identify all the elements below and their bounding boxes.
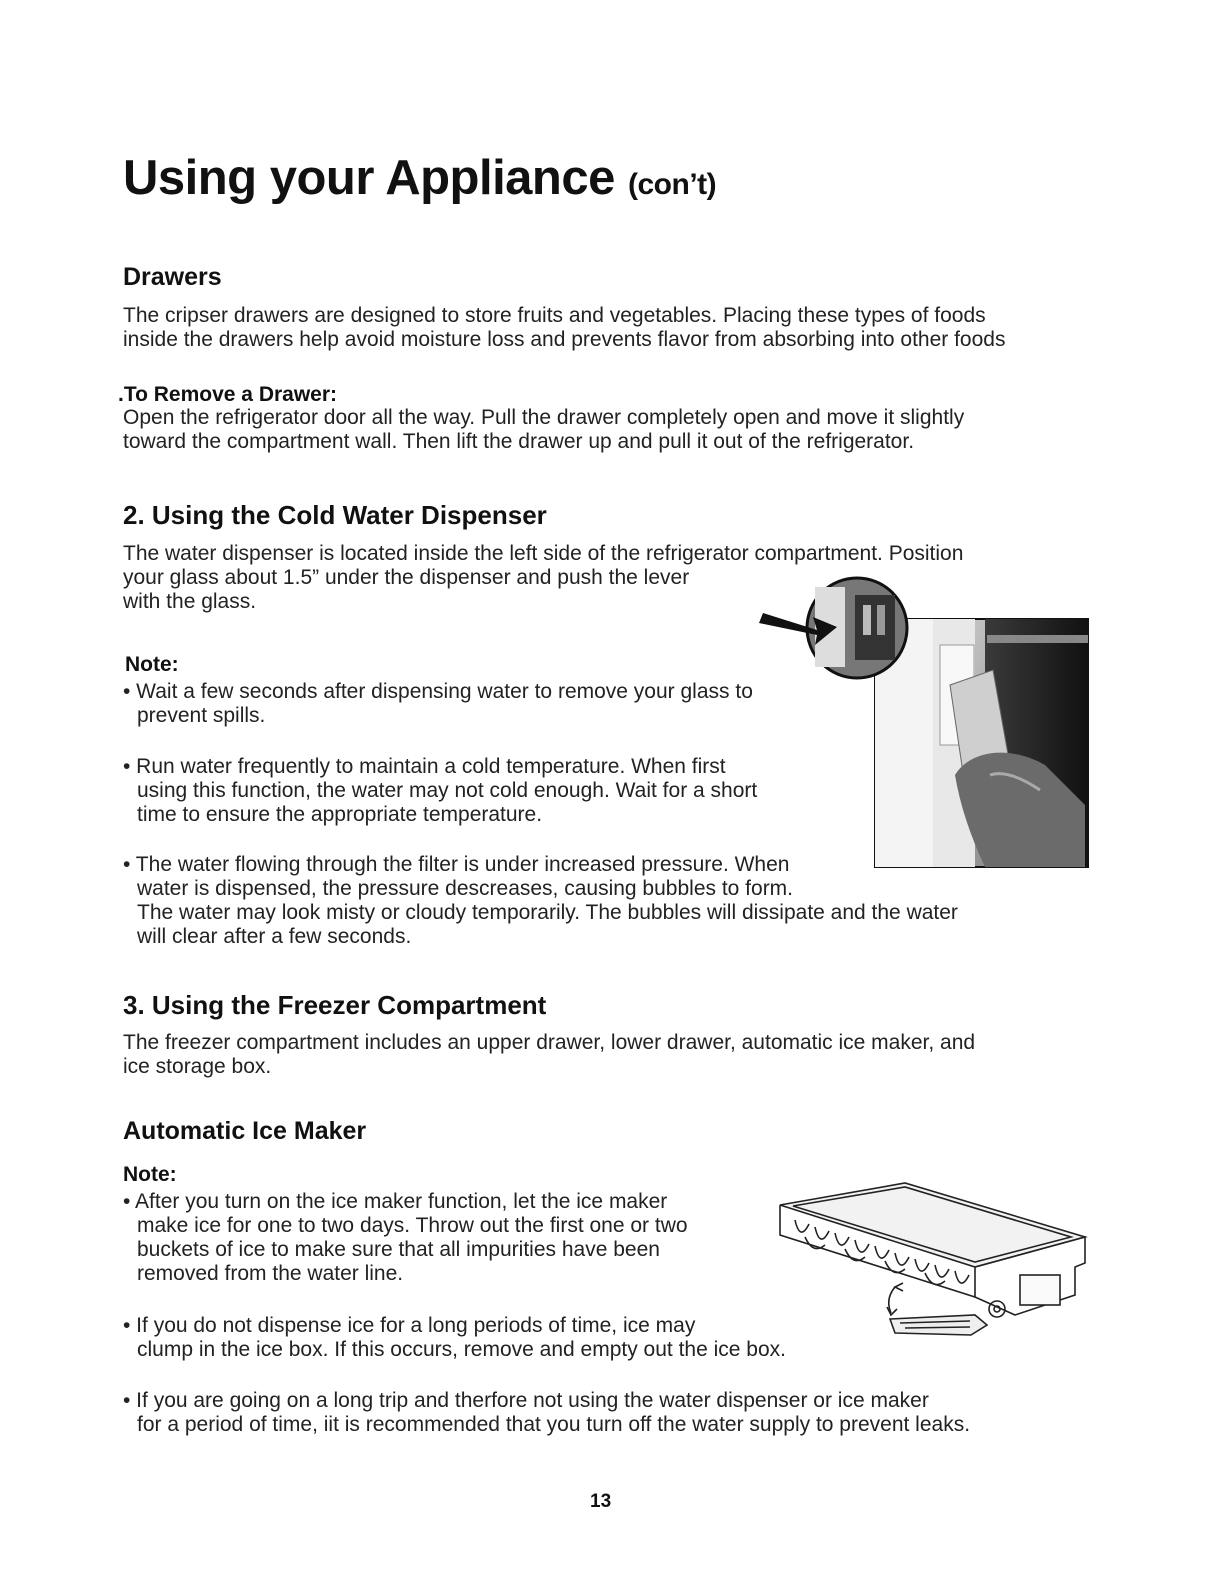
water-line: The water dispenser is located inside the left side of the refrigerator compartment. Position [123,542,964,565]
water-note-bullet [123,755,757,827]
drawers-paragraph [123,304,1005,352]
water-note-label: Note: [125,653,179,676]
bullet-line: The water may look misty or cloudy temporarily. The bubbles will dissipate and the water [137,901,958,924]
bullet-line: water is dispensed, the pressure descreases, causing bubbles to form. [137,877,794,900]
bullet-line: clump in the ice box. If this occurs, remove and empty out the ice box. [137,1338,786,1361]
remove-drawer-heading: .To Remove a Drawer: [118,383,338,406]
bullet-line: buckets of ice to make sure that all impurities have been [137,1238,660,1261]
page-title [123,150,716,206]
bullet-line: • After you turn on the ice maker function, let the ice maker [123,1190,668,1213]
icemaker-note-bullet [123,1389,970,1437]
icemaker-heading: Automatic Ice Maker [123,1117,367,1145]
icemaker-note-bullet [123,1190,688,1286]
icemaker-note-bullet [123,1314,786,1362]
bullet-line: for a period of time, iit is recommended that you turn off the water supply to prevent leaks. [137,1413,971,1436]
water-dispenser-heading: 2. Using the Cold Water Dispenser [123,500,547,530]
bullet-line: • Run water frequently to maintain a cold temperature. When first [123,755,726,778]
page-title-sub: (con’t) [628,168,717,201]
bullet-line: removed from the water line. [137,1262,404,1285]
bullet-line: • Wait a few seconds after dispensing water to remove your glass to [123,680,753,703]
bullet-line: make ice for one to two days. Throw out the first one or two [137,1214,688,1237]
page-title-main: Using your Appliance [123,151,615,205]
remove-drawer-line: Open the refrigerator door all the way. Pull the drawer completely open and move it slightly [123,406,965,429]
bullet-line: • The water flowing through the filter is under increased pressure. When [123,853,790,876]
water-line: with the glass. [123,590,257,613]
icemaker-note-label: Note: [123,1163,177,1186]
bullet-line: using this function, the water may not cold enough. Wait for a short [137,779,758,802]
bullet-line: time to ensure the appropriate temperature. [137,803,543,826]
bullet-line: will clear after a few seconds. [137,925,412,948]
page-number: 13 [590,1491,612,1512]
drawers-line: The cripser drawers are designed to store fruits and vegetables. Placing these types of foods [123,304,986,327]
freezer-line: ice storage box. [123,1055,272,1078]
freezer-heading: 3. Using the Freezer Compartment [123,990,547,1020]
remove-drawer-paragraph [123,406,964,454]
bullet-line: prevent spills. [137,704,266,727]
bullet-line: • If you are going on a long trip and therfore not using the water dispenser or ice maker [123,1389,929,1412]
freezer-paragraph [123,1031,975,1079]
freezer-line: The freezer compartment includes an upper drawer, lower drawer, automatic ice maker, and [123,1031,976,1054]
water-dispenser-photo [755,575,1095,871]
drawers-line: inside the drawers help avoid moisture loss and prevents flavor from absorbing into other foods [123,328,1006,351]
water-note-bullet [123,680,753,728]
remove-drawer-line: toward the compartment wall. Then lift the drawer up and pull it out of the refrigerator. [123,430,915,453]
ice-maker-illustration [775,1175,1097,1345]
water-line: your glass about 1.5” under the dispenser and push the lever [123,566,690,589]
bullet-line: • If you do not dispense ice for a long periods of time, ice may [123,1314,696,1337]
drawers-heading: Drawers [123,263,222,291]
